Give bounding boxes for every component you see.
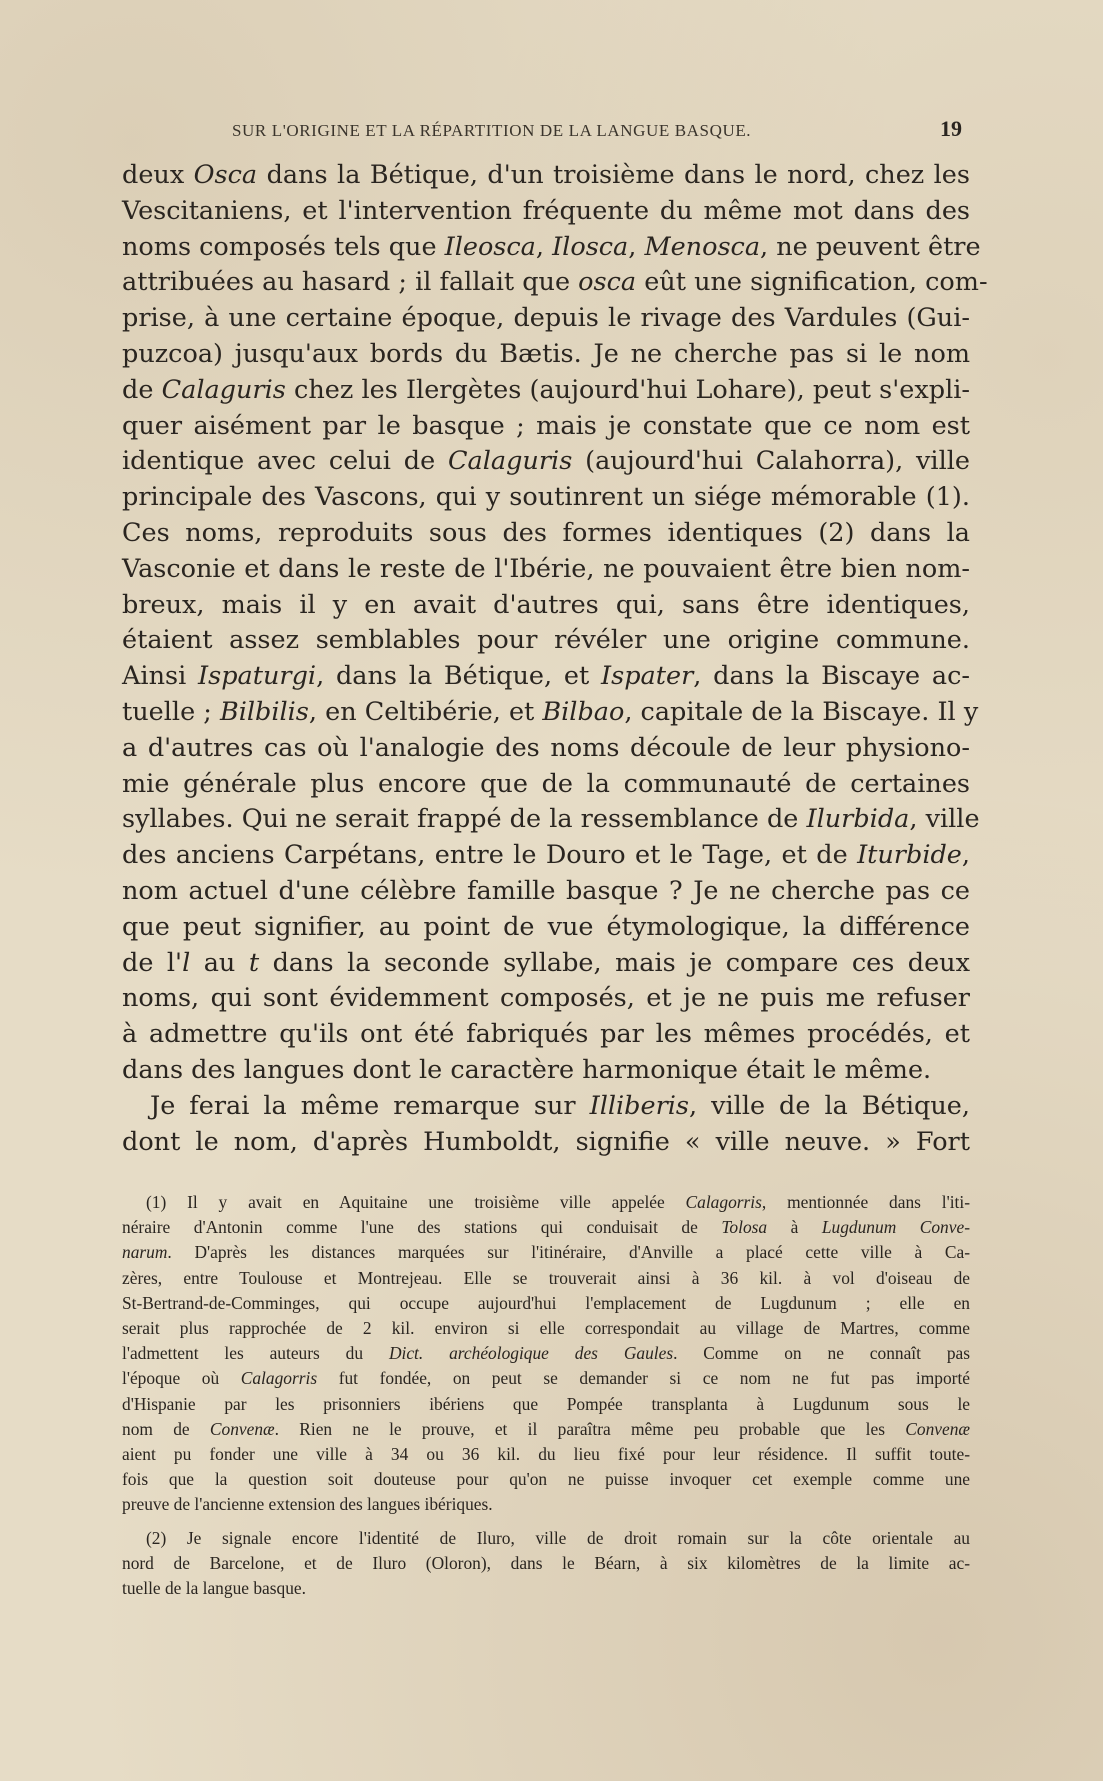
text-line: que peut signifier, au point de vue étymologique, la différence xyxy=(122,911,970,942)
text-line: prise, à une certaine époque, depuis le rivage des Vardules (Gui- xyxy=(122,303,970,334)
text-line: Vescitaniens, et l'intervention fréquente du même mot dans des xyxy=(122,195,970,226)
footnote-line: (1) Il y avait en Aquitaine une troisième ville appelée Calagorris, mentionnée dans l'iti- xyxy=(146,1192,970,1212)
footnote-gap xyxy=(122,1518,970,1526)
text-line: dont le nom, d'après Humboldt, signifie « ville neuve. » Fort xyxy=(122,1126,970,1157)
text-line: Ainsi Ispaturgi, dans la Bétique, et Ispater, dans la Biscaye ac- xyxy=(122,661,970,692)
footnote-line: (2) Je signale encore l'identité de Iluro, ville de droit romain sur la côte orientale au xyxy=(146,1527,970,1548)
text-line: à admettre qu'ils ont été fabriqués par les mêmes procédés, et xyxy=(122,1019,970,1050)
footnote-line: St-Bertrand-de-Comminges, qui occupe aujourd'hui l'emplacement de Lugdunum ; elle en xyxy=(122,1292,970,1313)
text-line: étaient assez semblables pour révéler une origine commune. xyxy=(122,625,970,656)
text-line: Je ferai la même remarque sur Illiberis, ville de la Bétique, xyxy=(150,1090,970,1121)
footnote-line: nom de Convenæ. Rien ne le prouve, et il paraîtra même peu probable que les Convenæ xyxy=(122,1418,971,1439)
text-line: Ces noms, reproduits sous des formes identiques (2) dans la xyxy=(122,517,970,548)
footnote-line: serait plus rapprochée de 2 kil. environ si elle correspondait au village de Martres, comme xyxy=(122,1318,970,1339)
footnote-line: aient pu fonder une ville à 34 ou 36 kil. du lieu fixé pour leur résidence. Il suffit toute- xyxy=(122,1444,970,1465)
footnote-line: fois que la question soit douteuse pour qu'on ne puisse invoquer cet exemple comme une xyxy=(122,1469,970,1490)
text-line: noms, qui sont évidemment composés, et je ne puis me refuser xyxy=(122,983,970,1014)
running-head: SUR L'ORIGINE ET LA RÉPARTITION DE LA LANGUE BASQUE. xyxy=(232,121,752,140)
footnote-2 xyxy=(122,1526,970,1602)
footnote-line: preuve de l'ancienne extension des langues ibériques. xyxy=(122,1494,493,1515)
footnote-line: nord de Barcelone, et de Iluro (Oloron), dans le Béarn, à six kilomètres de la limite ac- xyxy=(122,1552,970,1573)
text-line: Vasconie et dans le reste de l'Ibérie, ne pouvaient être bien nom- xyxy=(122,553,970,584)
text-line: syllabes. Qui ne serait frappé de la ressemblance de Ilurbida, ville xyxy=(122,804,980,835)
text-line: de Calaguris chez les Ilergètes (aujourd'hui Lohare), peut s'expli- xyxy=(122,374,970,405)
text-line: des anciens Carpétans, entre le Douro et le Tage, et de Iturbide, xyxy=(122,840,970,871)
text-line: puzcoa) jusqu'aux bords du Bætis. Je ne cherche pas si le nom xyxy=(122,338,970,369)
text-line: principale des Vascons, qui y soutinrent un siége mémorable (1). xyxy=(122,482,970,513)
text-line: breux, mais il y en avait d'autres qui, sans être identiques, xyxy=(122,589,970,620)
page-number: 19 xyxy=(940,116,962,141)
text-line: deux Osca dans la Bétique, d'un troisième dans le nord, chez les xyxy=(122,160,970,190)
text-line: de l'l au t dans la seconde syllabe, mais je compare ces deux xyxy=(122,947,970,978)
text-line: quer aisément par le basque ; mais je constate que ce nom est xyxy=(122,410,970,441)
footnote-line: tuelle de la langue basque. xyxy=(122,1578,306,1599)
footnote-line: néraire d'Antonin comme l'une des stations qui conduisait de Tolosa à Lugdunum Conve- xyxy=(122,1217,970,1238)
text-line: nom actuel d'une célèbre famille basque ? Je ne cherche pas ce xyxy=(122,875,970,906)
text-line: attribuées au hasard ; il fallait que osca eût une signification, com- xyxy=(122,267,988,298)
text-line: mie générale plus encore que de la communauté de certaines xyxy=(122,768,970,799)
footnotes xyxy=(122,1190,970,1601)
footnote-line: zères, entre Toulouse et Montrejeau. Elle se trouverait ainsi à 36 kil. à vol d'oiseau de xyxy=(122,1267,970,1288)
footnote-line: l'époque où Calagorris fut fondée, on peut se demander si ce nom ne fut pas importé xyxy=(122,1368,970,1389)
text-line: a d'autres cas où l'analogie des noms découle de leur physiono- xyxy=(122,732,970,763)
footnote-line: l'admettent les auteurs du Dict. archéologique des Gaules. Comme on ne connaît pas xyxy=(122,1343,971,1364)
main-text xyxy=(122,158,988,1160)
text-line: identique avec celui de Calaguris (aujourd'hui Calahorra), ville xyxy=(122,446,970,477)
text-line: noms composés tels que Ileosca, Ilosca, Menosca, ne peuvent être xyxy=(122,231,981,262)
footnote-line: narum. D'après les distances marquées sur l'itinéraire, d'Anville a placé cette ville à Ca- xyxy=(122,1242,970,1263)
footnote-line: d'Hispanie par les prisonniers ibériens que Pompée transplanta à Lugdunum sous le xyxy=(122,1393,970,1414)
text-line: tuelle ; Bilbilis, en Celtibérie, et Bilbao, capitale de la Biscaye. Il y xyxy=(122,696,979,727)
footnote-1 xyxy=(122,1190,970,1518)
text-line: dans des langues dont le caractère harmonique était le même. xyxy=(122,1054,932,1085)
